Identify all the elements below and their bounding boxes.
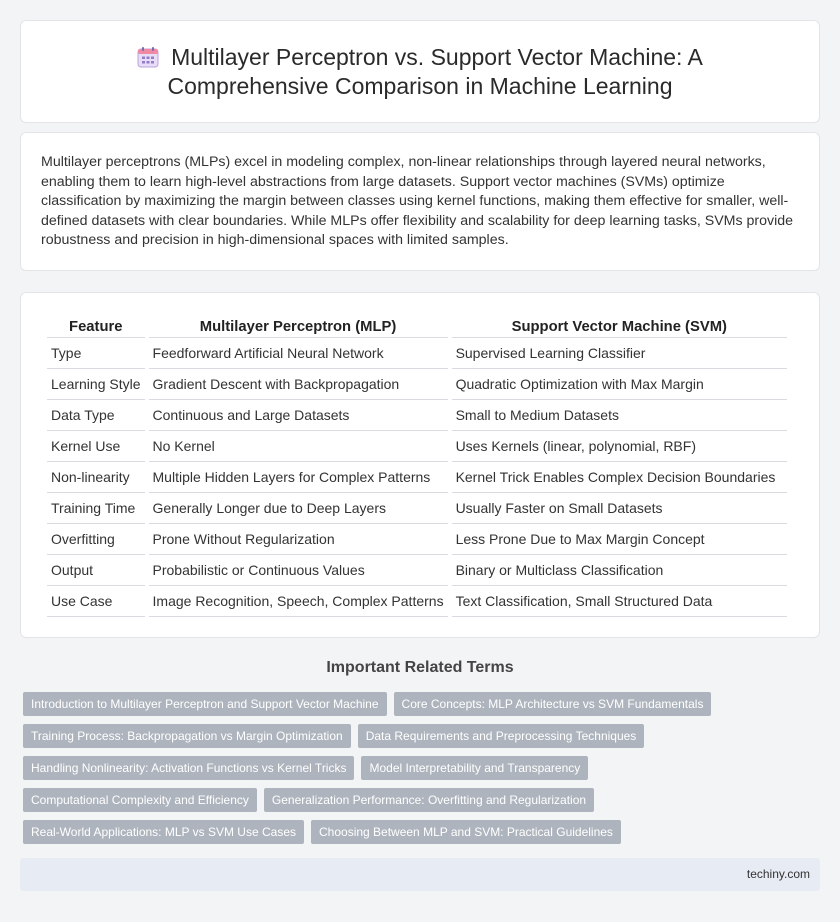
- table-row: [47, 524, 787, 555]
- table-cell: Prone Without Regularization: [149, 524, 448, 555]
- tag-row: [23, 692, 823, 716]
- related-term-link[interactable]: Choosing Between MLP and SVM: Practical Guidelines: [311, 820, 621, 844]
- table-header-row: [47, 315, 787, 338]
- tag-row: [23, 756, 823, 780]
- table-cell: Learning Style: [47, 369, 145, 400]
- table-cell: No Kernel: [149, 431, 448, 462]
- table-cell: Data Type: [47, 400, 145, 431]
- intro-paragraph: Multilayer perceptrons (MLPs) excel in modeling complex, non-linear relationships through layered neural networks, enabling them to learn high-level abstractions from large datasets. Support vector machines (SVMs) optimize classification by maximizing the margin between classes using kernel functions, making them effective for smaller, well-defined datasets with clear boundaries. While MLPs offer flexibility and scalability for deep learning tasks, SVMs provide robustness and precision in high-dimensional spaces with limited samples.: [41, 154, 794, 249]
- table-cell: Output: [47, 555, 145, 586]
- table-cell: Usually Faster on Small Datasets: [452, 493, 787, 524]
- table-cell: Probabilistic or Continuous Values: [149, 555, 448, 586]
- table-cell: Uses Kernels (linear, polynomial, RBF): [452, 431, 787, 462]
- table-cell: Quadratic Optimization with Max Margin: [452, 369, 787, 400]
- title-card: [20, 20, 820, 123]
- comparison-table-card: [20, 292, 820, 638]
- related-term-link[interactable]: Generalization Performance: Overfitting and Regularization: [264, 788, 594, 812]
- table-row: [47, 462, 787, 493]
- table-cell: Non-linearity: [47, 462, 145, 493]
- table-row: [47, 369, 787, 400]
- related-term-link[interactable]: Introduction to Multilayer Perceptron and Support Vector Machine: [23, 692, 387, 716]
- table-cell: Gradient Descent with Backpropagation: [149, 369, 448, 400]
- table-cell: Training Time: [47, 493, 145, 524]
- related-term-link[interactable]: Training Process: Backpropagation vs Margin Optimization: [23, 724, 351, 748]
- related-term-link[interactable]: Data Requirements and Preprocessing Techniques: [358, 724, 645, 748]
- related-term-link[interactable]: Core Concepts: MLP Architecture vs SVM Fundamentals: [394, 692, 712, 716]
- table-row: [47, 431, 787, 462]
- table-row: [47, 586, 787, 617]
- table-cell: Image Recognition, Speech, Complex Patterns: [149, 586, 448, 617]
- comparison-table: [43, 315, 791, 617]
- tag-row: [23, 820, 823, 844]
- table-cell: Less Prone Due to Max Margin Concept: [452, 524, 787, 555]
- related-term-link[interactable]: Model Interpretability and Transparency: [361, 756, 588, 780]
- table-row: [47, 555, 787, 586]
- table-row: [47, 493, 787, 524]
- table-cell: Overfitting: [47, 524, 145, 555]
- table-cell: Type: [47, 338, 145, 369]
- table-cell: Kernel Trick Enables Complex Decision Boundaries: [452, 462, 787, 493]
- table-cell: Generally Longer due to Deep Layers: [149, 493, 448, 524]
- related-terms-list: [23, 692, 823, 852]
- related-term-link[interactable]: Handling Nonlinearity: Activation Functions vs Kernel Tricks: [23, 756, 354, 780]
- table-cell: Text Classification, Small Structured Data: [452, 586, 787, 617]
- page-title-text: Multilayer Perceptron vs. Support Vector Machine: A Comprehensive Comparison in Machine Learning: [167, 43, 703, 99]
- table-row: [47, 338, 787, 369]
- intro-card: [20, 132, 820, 271]
- table-cell: Small to Medium Datasets: [452, 400, 787, 431]
- footer-site-name[interactable]: techiny.com: [746, 867, 810, 881]
- related-term-link[interactable]: Real-World Applications: MLP vs SVM Use Cases: [23, 820, 304, 844]
- table-cell: Supervised Learning Classifier: [452, 338, 787, 369]
- column-header-feature: Feature: [47, 315, 145, 338]
- footer: [20, 858, 820, 891]
- column-header-svm: Support Vector Machine (SVM): [452, 315, 787, 338]
- tag-row: [23, 788, 823, 812]
- table-cell: Feedforward Artificial Neural Network: [149, 338, 448, 369]
- related-term-link[interactable]: Computational Complexity and Efficiency: [23, 788, 257, 812]
- table-cell: Multiple Hidden Layers for Complex Patterns: [149, 462, 448, 493]
- tag-row: [23, 724, 823, 748]
- table-cell: Binary or Multiclass Classification: [452, 555, 787, 586]
- table-row: [47, 400, 787, 431]
- table-cell: Continuous and Large Datasets: [149, 400, 448, 431]
- calendar-icon: [137, 46, 159, 68]
- table-cell: Use Case: [47, 586, 145, 617]
- column-header-mlp: Multilayer Perceptron (MLP): [149, 315, 448, 338]
- related-terms-heading: Important Related Terms: [326, 659, 514, 676]
- table-cell: Kernel Use: [47, 431, 145, 462]
- page-title: [61, 43, 779, 101]
